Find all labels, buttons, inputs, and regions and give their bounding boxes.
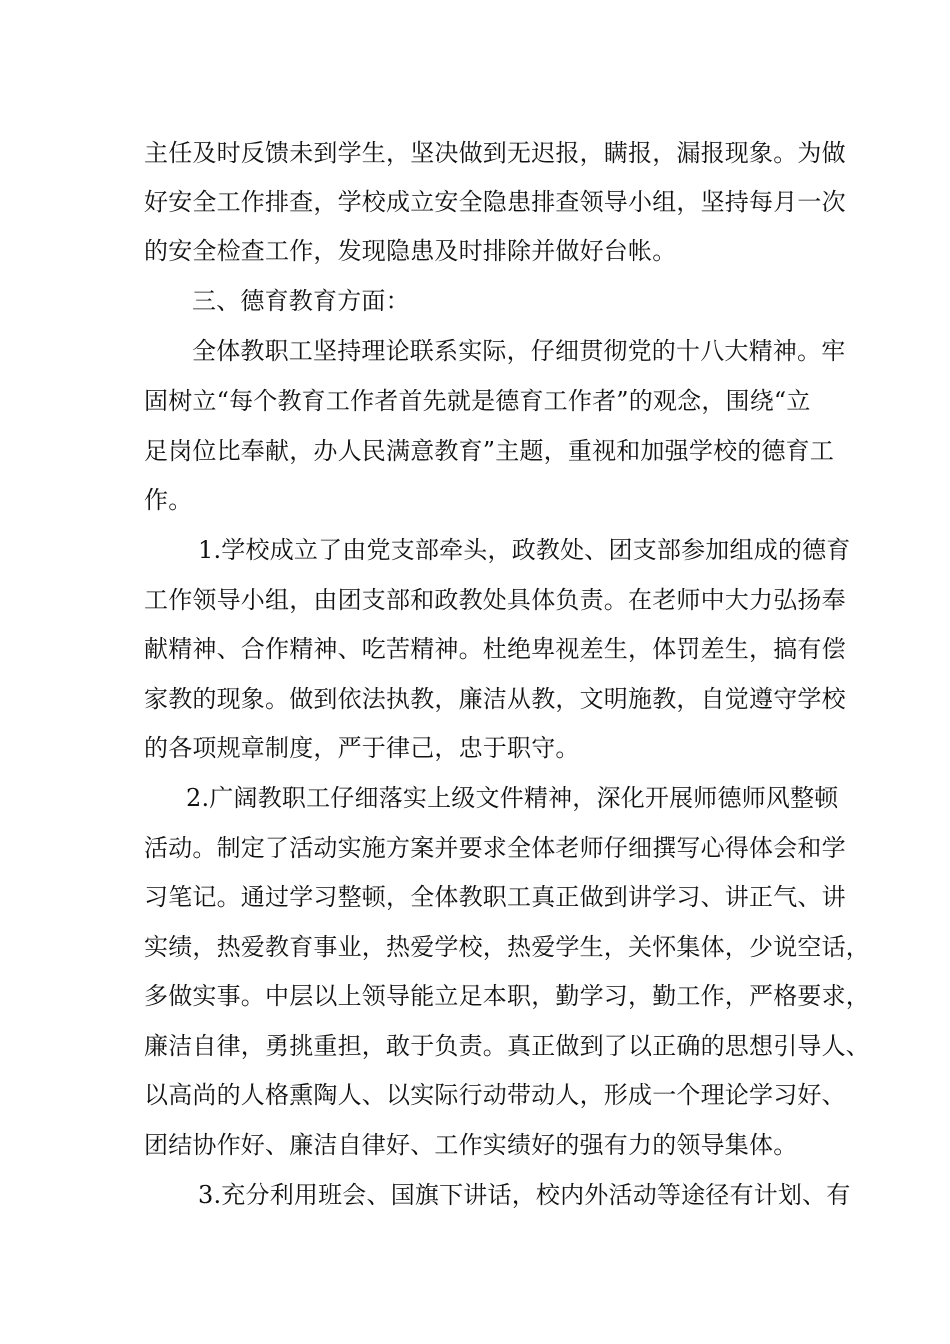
text-line: 廉洁自律，勇挑重担，敢于负责。真正做到了以正确的思想引导人、 [144, 1032, 870, 1060]
text-line: 作。 [144, 486, 193, 514]
text-line: 团结协作好、廉洁自律好、工作实绩好的强有力的领导集体。 [144, 1131, 798, 1159]
text-line: 工作领导小组，由团支部和政教处具体负责。在老师中大力弘扬奉 [144, 586, 846, 614]
text-line: 1.学校成立了由党支部牵头，政教处、团支部参加组成的德育 [198, 536, 851, 564]
text-line: 以高尚的人格熏陶人、以实际行动带动人，形成一个理论学习好、 [144, 1081, 846, 1109]
text-line: 3.充分利用班会、国旗下讲话，校内外活动等途径有计划、有 [198, 1181, 851, 1209]
text-line: 活动。制定了活动实施方案并要求全体老师仔细撰写心得体会和学 [144, 834, 846, 862]
text-line: 2.广阔教职工仔细落实上级文件精神，深化开展师德师风整顿 [186, 784, 839, 812]
text-line: 的安全检查工作，发现隐患及时排除并做好台帐。 [144, 237, 677, 265]
text-line: 足岗位比奉献，办人民满意教育”主题，重视和加强学校的德育工 [144, 437, 835, 465]
text-line: 家教的现象。做到依法执教，廉洁从教，文明施教，自觉遵守学校 [144, 685, 846, 713]
text-line: 主任及时反馈未到学生，坚决做到无迟报，瞒报，漏报现象。为做 [144, 139, 846, 167]
text-line: 好安全工作排查，学校成立安全隐患排查领导小组，坚持每月一次 [144, 188, 846, 216]
section-heading: 三、德育教育方面： [192, 287, 410, 315]
text-line: 献精神、合作精神、吃苦精神。杜绝卑视差生，体罚差生，搞有偿 [144, 635, 846, 663]
text-line: 固树立“每个教育工作者首先就是德育工作者”的观念，围绕“立 [144, 387, 811, 415]
text-line: 实绩，热爱教育事业，热爱学校，热爱学生，关怀集体，少说空话， [144, 933, 870, 961]
text-line: 全体教职工坚持理论联系实际，仔细贯彻党的十八大精神。牢 [192, 337, 846, 365]
text-line: 的各项规章制度，严于律己，忠于职守。 [144, 734, 580, 762]
text-line: 多做实事。中层以上领导能立足本职，勤学习，勤工作，严格要求， [144, 982, 870, 1010]
text-line: 习笔记。通过学习整顿，全体教职工真正做到讲学习、讲正气、讲 [144, 883, 846, 911]
